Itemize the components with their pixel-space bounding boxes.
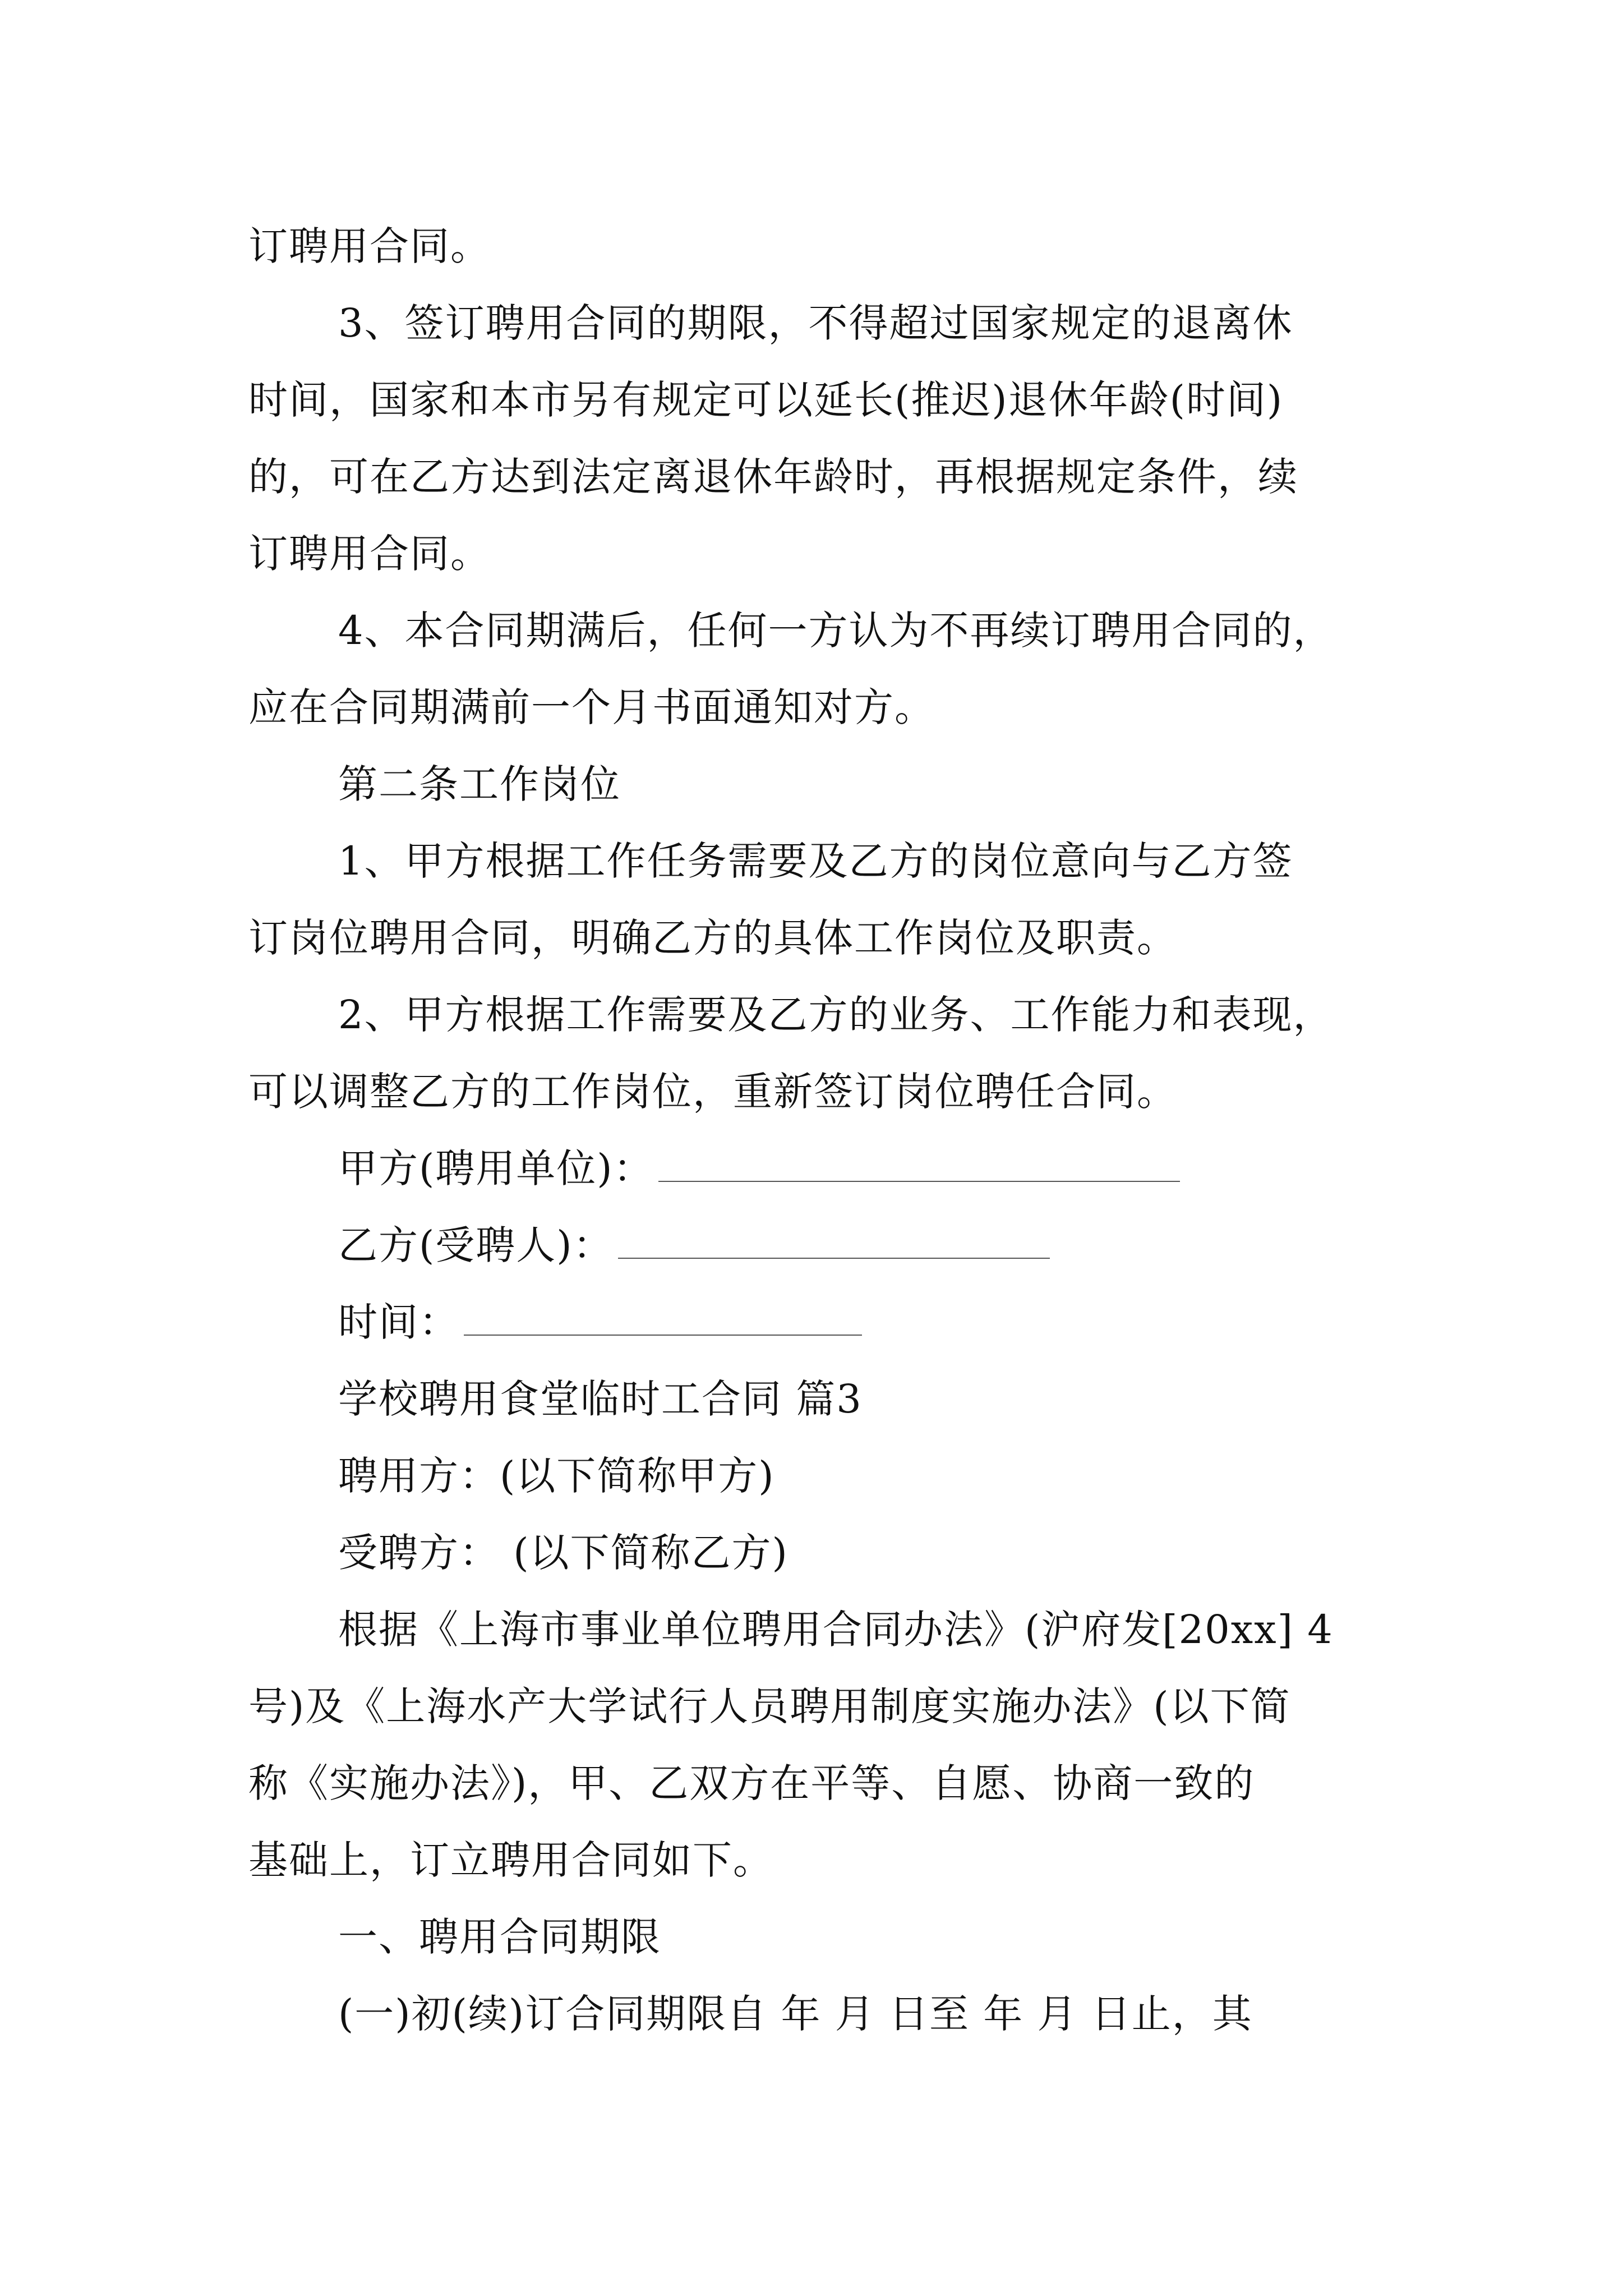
text-line: 受聘方： (以下简称乙方) [338,1530,789,1576]
text-line: 3、签订聘用合同的期限，不得超过国家规定的退离休 [338,300,1293,346]
section-heading: 第二条工作岗位 [338,761,621,807]
signature-label: 乙方(受聘人)： [338,1222,614,1268]
signature-blank [658,1151,1180,1182]
signature-blank [464,1304,862,1336]
text-line: 聘用方：(以下简称甲方) [338,1453,775,1499]
text-line: 订聘用合同。 [248,223,491,269]
signature-label: 时间： [338,1299,459,1345]
signature-line-date [338,1284,1415,1361]
text-line: (一)初(续)订合同期限自 年 月 日至 年 月 日止，其 [338,1991,1253,2037]
text-line: 订岗位聘用合同，明确乙方的具体工作岗位及职责。 [248,915,1177,961]
text-line: 时间，国家和本市另有规定可以延长(推迟)退休年龄(时间) [248,377,1284,423]
text-line: 订聘用合同。 [248,531,491,577]
signature-label: 甲方(聘用单位)： [338,1145,654,1191]
text-line: 可以调整乙方的工作岗位，重新签订岗位聘任合同。 [248,1069,1177,1115]
text-line: 1、甲方根据工作任务需要及乙方的岗位意向与乙方签 [338,838,1293,884]
section-heading: 一、聘用合同期限 [338,1914,661,1960]
text-line: 根据《上海市事业单位聘用合同办法》(沪府发[20xx] 4 [338,1607,1334,1653]
contract-title: 学校聘用食堂临时工合同 篇3 [338,1376,863,1422]
signature-line-party-b [338,1207,1415,1284]
text-line: 2、甲方根据工作需要及乙方的业务、工作能力和表现， [338,992,1334,1038]
text-line: 基础上，订立聘用合同如下。 [248,1837,773,1883]
signature-line-party-a [338,1130,1415,1207]
text-line: 的，可在乙方达到法定离退休年龄时，再根据规定条件，续 [248,454,1298,500]
text-line: 4、本合同期满后，任何一方认为不再续订聘用合同的， [338,608,1334,654]
signature-blank [618,1227,1050,1259]
text-line: 号)及《上海水产大学试行人员聘用制度实施办法》(以下简 [248,1683,1291,1729]
text-line: 应在合同期满前一个月书面通知对方。 [248,684,935,730]
text-line: 称《实施办法》)，甲、乙双方在平等、自愿、协商一致的 [248,1760,1255,1806]
